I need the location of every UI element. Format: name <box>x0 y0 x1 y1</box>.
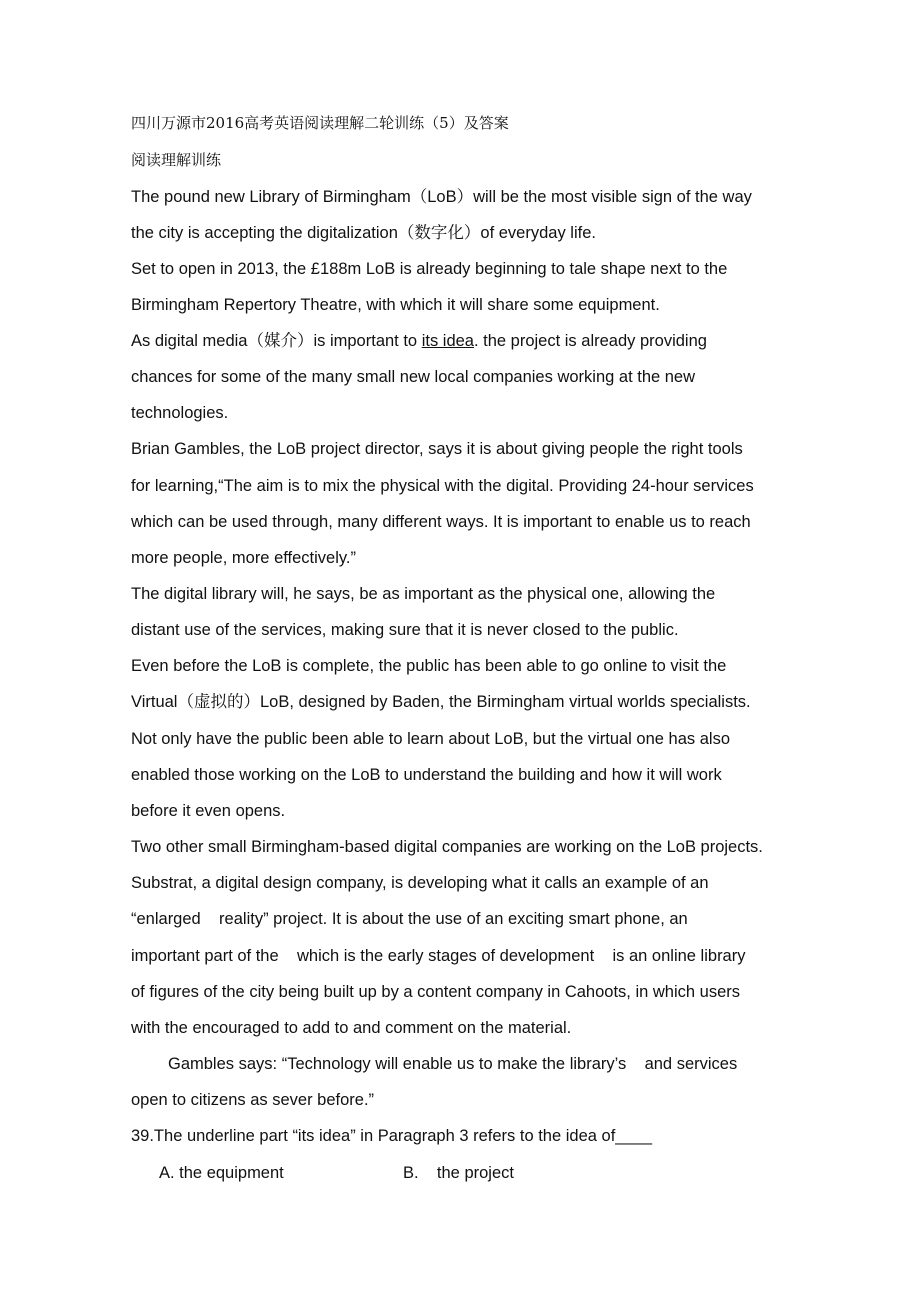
paragraph-line: Birmingham Repertory Theatre, with which it will share some equipment. <box>131 296 660 314</box>
paragraph-line: chances for some of the many small new local companies working at the new <box>131 368 696 386</box>
paragraph-line: The digital library will, he says, be as important as the physical one, allowing the <box>131 585 716 603</box>
paragraph-line: with the encouraged to add to and comment on the material. <box>131 1019 572 1037</box>
paragraph-line: enabled those working on the LoB to understand the building and how it will work <box>131 766 722 784</box>
paragraph-line <box>131 330 707 352</box>
paragraph-line: for learning,“The aim is to mix the physical with the digital. Providing 24-hour services <box>131 477 754 495</box>
paragraph-line: Gambles says: “Technology will enable us to make the library’s and services <box>168 1055 738 1073</box>
paragraph-line: Virtual（虚拟的）LoB, designed by Baden, the Birmingham virtual worlds specialists. <box>131 693 751 711</box>
section-heading: 阅读理解训练 <box>131 151 222 169</box>
paragraph-line: “enlarged reality” project. It is about the use of an exciting smart phone, an <box>131 910 688 928</box>
paragraph-line: of figures of the city being built up by a content company in Cahoots, in which users <box>131 983 741 1001</box>
line-segment: . the project is already providing <box>473 332 707 350</box>
paragraph-line: Substrat, a digital design company, is developing what it calls an example of an <box>131 874 709 892</box>
paragraph-line: Even before the LoB is complete, the public has been able to go online to visit the <box>131 657 727 675</box>
option-b: B. the project <box>403 1164 514 1182</box>
paragraph-line: more people, more effectively.” <box>131 549 356 567</box>
paragraph-line: which can be used through, many different ways. It is important to enable us to reach <box>131 513 751 531</box>
paragraph-line: Set to open in 2013, the £188m LoB is already beginning to tale shape next to the <box>131 260 728 278</box>
paragraph-line: Brian Gambles, the LoB project director, says it is about giving people the right tools <box>131 440 743 458</box>
question-39: 39.The underline part “its idea” in Paragraph 3 refers to the idea of____ <box>131 1127 652 1145</box>
paragraph-line: The pound new Library of Birmingham（LoB）will be the most visible sign of the way <box>131 188 752 206</box>
paragraph-line: Not only have the public been able to learn about LoB, but the virtual one has also <box>131 730 730 748</box>
paragraph-line: Two other small Birmingham-based digital companies are working on the LoB projects. <box>131 838 763 856</box>
paragraph-line: distant use of the services, making sure that it is never closed to the public. <box>131 621 679 639</box>
paragraph-line: open to citizens as sever before.” <box>131 1091 375 1109</box>
line-segment: As digital media（媒介）is important to <box>131 332 422 350</box>
paragraph-line: the city is accepting the digitalization（数字化）of everyday life. <box>131 224 596 242</box>
option-a: A. the equipment <box>159 1164 284 1182</box>
paragraph-line: technologies. <box>131 404 229 422</box>
document-title: 四川万源市2016高考英语阅读理解二轮训练（5）及答案 <box>131 114 509 132</box>
paragraph-line: before it even opens. <box>131 802 286 820</box>
underlined-phrase: its idea <box>421 332 474 350</box>
paragraph-line: important part of the which is the early stages of development is an online library <box>131 947 746 965</box>
